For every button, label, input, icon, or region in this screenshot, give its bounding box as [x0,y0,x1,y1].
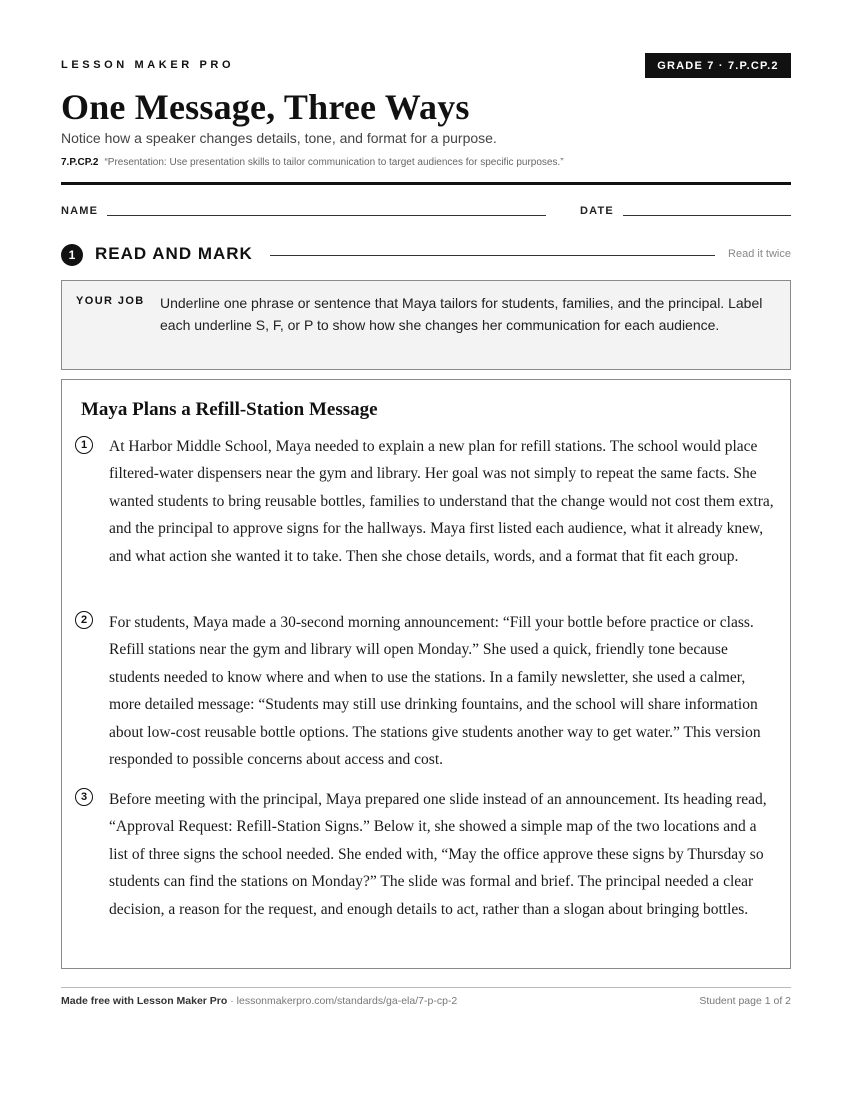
footer-page-number: Student page 1 of 2 [699,995,791,1007]
footer-divider [61,987,791,988]
passage-box [61,379,791,969]
section-divider [270,255,715,256]
footer-credit [61,995,457,1007]
job-instructions-box [61,280,791,370]
paragraph-2: For students, Maya made a 30-second morning announcement: “Fill your bottle before practice or class. Refill stations near the gym and library will open Monday.” She used a quick, friendly tone because students needed to know where and when to use the stations. In a family newsletter, she used a calmer, more detailed message: “Students may still use drinking fountains, and the school will share information about low-cost reusable bottle options. The stations give students another way to get water.” This version responded to possible concerns about access and cost. [109,614,761,769]
standard-code: 7.P.CP.2 [61,157,99,168]
section-title: READ AND MARK [95,244,253,263]
header-divider [61,182,791,185]
section-read-and-mark [61,243,791,267]
job-label: YOUR JOB [76,295,145,307]
passage-title: Maya Plans a Refill-Station Message [81,399,378,420]
name-label: NAME [61,205,99,217]
date-label: DATE [580,205,614,217]
paragraph-number-3: 3 [75,788,93,806]
date-field[interactable] [623,215,791,216]
paragraph-number-1: 1 [75,436,93,454]
page-subtitle: Notice how a speaker changes details, tone, and format for a purpose. [61,130,497,146]
paragraph-1: At Harbor Middle School, Maya needed to explain a new plan for refill stations. The school would place filtered-water dispensers near the gym and library. Her goal was not simply to repeat the same facts. She wanted students to bring reusable bottles, families to understand that the change would not cost them extra, and the principal to approve signs for the hallways. Maya first listed each audience, what it already knew, and what action she wanted it to take. Then she chose details, words, and a format that fit each group. [109,438,774,565]
standard-line [61,157,564,168]
section-note: Read it twice [728,248,791,260]
standard-text: “Presentation: Use presentation skills to tailor communication to target audiences for specific purposes.” [104,157,564,168]
footer-made-with: Made free with Lesson Maker Pro [61,995,228,1007]
brand-name: LESSON MAKER PRO [61,59,235,71]
footer-url[interactable]: · lessonmakerpro.com/standards/ga-ela/7-p-cp-2 [227,995,458,1007]
grade-badge: GRADE 7 · 7.P.CP.2 [645,53,791,78]
job-text: Underline one phrase or sentence that Maya tailors for students, families, and the principal. Label each underline S, F, or P to show how she changes her communication for each audience. [160,295,763,333]
paragraph-3: Before meeting with the principal, Maya prepared one slide instead of an announcement. Its heading read, “Approval Request: Refill-Station Signs.” Below it, she showed a simple map of the two locations and a list of three signs the school needed. She ended with, “May the office approve these signs by Thursday so students can find the stations on Monday?” The slide was formal and brief. The principal needed a clear decision, a reason for the request, and enough details to act, rather than a slogan about bringing bottles. [109,791,767,918]
page-title: One Message, Three Ways [61,87,470,127]
section-number-badge: 1 [61,244,83,266]
paragraph-number-2: 2 [75,611,93,629]
name-field[interactable] [107,215,546,216]
